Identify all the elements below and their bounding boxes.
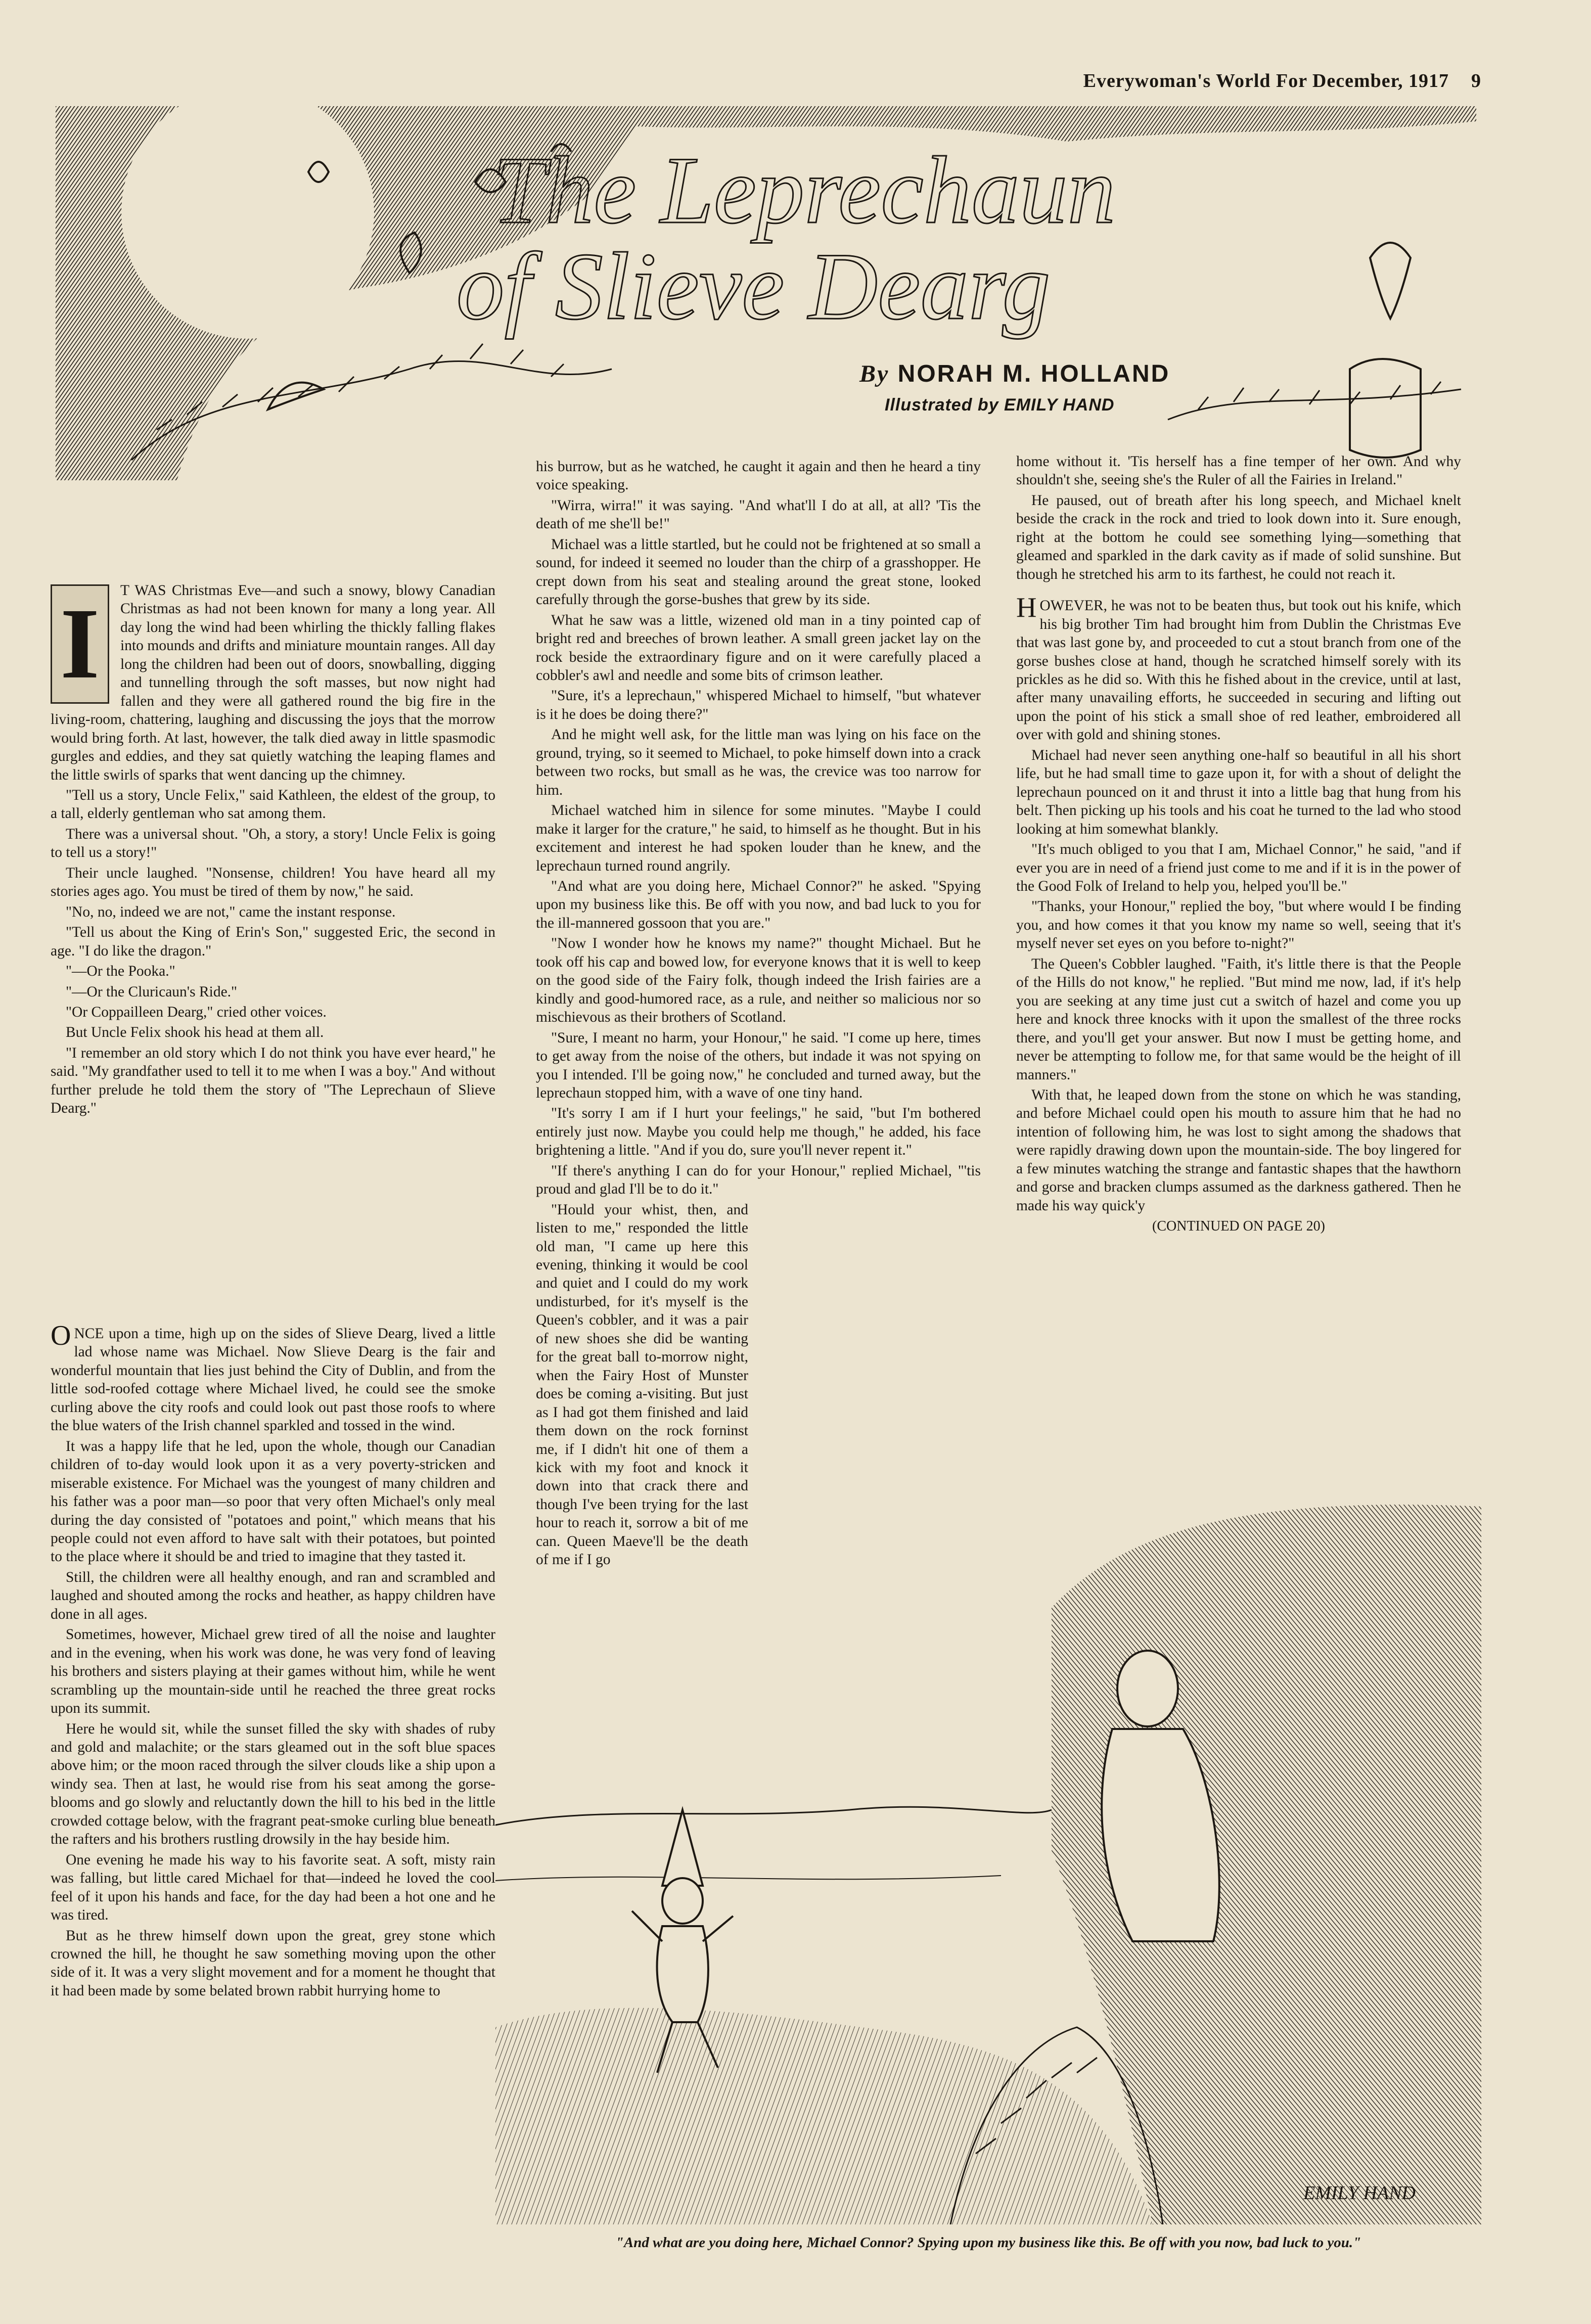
paragraph: Still, the children were all healthy enough, and ran and scrambled and laughed and shouted among the rocks and heather, as happy children have done in all ages. — [51, 1569, 495, 1622]
initial-capital: H — [1016, 592, 1037, 624]
paragraph: "Thanks, your Honour," replied the boy, "but where would I be finding you, and how comes it that you know my name so well, seeing that it's myself never set eyes on you before to-night?" — [1016, 898, 1461, 952]
paragraph: Michael had never seen anything one-half so beautiful in all his short life, but he had small time to gaze upon it, for with a shout of delight the leprechaun pounced on it and thrust it into a little bag that hung from his belt. Then picking up his tools and his coat he turned to the lad who stood looking at him somewhat blankly. — [1016, 747, 1461, 837]
paragraph: "Now I wonder how he knows my name?" thought Michael. But he took off his cap and bowed low, for everyone knows that it is well to keep on the good side of the Fairy folk, though indeed the Irish fairies are a kindly and good-humored race, as a rule, and neither so malicious nor so mischievous as their brothers of Scotland. — [536, 935, 981, 1026]
sea-line — [495, 1876, 1001, 1881]
byline-by: By — [859, 360, 890, 387]
drop-cap-letter: I — [60, 588, 100, 700]
paragraph: home without it. 'Tis herself has a fine temper of her own. And why shouldn't she, seeing she's the Ruler of all the Fairies in Ireland." — [1016, 453, 1461, 488]
running-head-text: Everywoman's World For December, 1917 — [1083, 70, 1449, 92]
title-banner-illustration — [56, 106, 1476, 480]
paragraph: But as he threw himself down upon the great, grey stone which crowned the hill, he thought he saw something moving upon the other side of it. It was a very slight movement and for a moment he thought that it had been made by some belated brown rabbit hurrying home to — [51, 1927, 495, 1999]
paragraph: "Tell us about the King of Erin's Son," suggested Eric, the second in age. "I do like the dragon." — [51, 924, 495, 959]
paragraph: "—Or the Pooka." — [66, 963, 175, 980]
paragraph: "Hould your whist, then, and listen to me," responded the little old man, "I came up here this evening, thinking it would be cool and quiet and I could do my work undisturbed, for it's myself is the Queen's cobbler, and it was a pair of new shoes she did be wanting for the great ball to-morrow night, when the Fairy Host of Munster does be coming a-visiting. But just as I had got them finished and laid them down on the rock forninst me, if I didn't hit one of them a kick with my foot and knock it down into that crack there and though I've been trying for the last hour to reach it, sorrow a bit of me can. Queen Maeve'll be the death of me if I go — [536, 1201, 748, 1568]
running-head — [1016, 70, 1481, 92]
foreground-ground — [495, 2008, 1153, 2224]
paragraph: Michael was a little startled, but he could not be frightened at so small a sound, for indeed it seemed no louder than the chirp of a grasshopper. He crept down from his seat and stealing around the great stone, looked carefully through the gorse-bushes that grew by its side. — [536, 536, 981, 608]
paragraph: It was a happy life that he led, upon the whole, though our Canadian children of to-day would look upon it as a very poverty-stricken and miserable existence. For Michael was the youngest of many children and his father was a poor man—so poor that very often Michael's only meal during the day consisted of "potatoes and point," which means that his people could not even afford to have salt with their potatoes, but pointed to the place where it should be and tried to imagine that they tasted it. — [51, 1438, 495, 1565]
continued-notice: (CONTINUED ON PAGE 20) — [1152, 1218, 1325, 1235]
paragraph: "Or Coppailleen Dearg," cried other voices. — [66, 1004, 327, 1020]
paragraph: One evening he made his way to his favorite seat. A soft, misty rain was falling, but little cared Michael for that—indeed he loved the cool feel of it upon his hands and face, for the day had been a hot one and he was tired. — [51, 1851, 495, 1924]
author-name: NORAH M. HOLLAND — [897, 360, 1170, 387]
paragraph: What he saw was a little, wizened old man in a tiny pointed cap of bright red and breeches of brown leather. A small green jacket lay on the rock beside the extraordinary figure and on it were carefully placed a cobbler's awl and needle and some bits of crimson leather. — [536, 612, 981, 683]
paragraph — [1016, 592, 1461, 744]
paragraph: "If there's anything I can do for your Honour," replied Michael, "'tis proud and glad I'll be to do it." — [536, 1162, 981, 1198]
title-line-2: of Slieve Dearg — [456, 234, 1051, 340]
paragraph: "No, no, indeed we are not," came the instant response. — [66, 903, 396, 920]
page-number: 9 — [1471, 70, 1481, 92]
paragraph: And he might well ask, for the little man was lying on his face on the ground, trying, so it seemed to Michael, to poke himself down into a crack between two rocks, but small as he was, the crevice was too narrow for him. — [536, 726, 981, 798]
column-1-story — [51, 1320, 495, 2002]
column-1-intro — [51, 581, 495, 1120]
artist-signature: EMILY HAND — [1303, 2182, 1416, 2204]
paragraph: There was a universal shout. "Oh, a story, a story! Uncle Felix is going to tell us a story!" — [51, 826, 495, 861]
column-2 — [536, 458, 981, 1571]
paragraph: "I remember an old story which I do not think you have ever heard," he said. "My grandfather used to tell it to me when I was a boy." And without further prelude he told them the story of "The Leprechaun of Slieve Dearg." — [51, 1044, 495, 1117]
paragraph — [51, 1320, 495, 1435]
paragraph: "It's much obliged to you that I am, Michael Connor," he said, "and if ever you are in need of a friend just come to me and if it is in the power of the Good Folk of Ireland to help you, helped you'll be." — [1016, 841, 1461, 894]
paragraph: Here he would sit, while the sunset filled the sky with shades of ruby and gold and malachite; or the stars gleamed out in the soft blue spaces above him; or the moon raced through the silver clouds like a ship upon a windy sea. Then at last, he would rise from his seat among the gorse-blooms and go slowly and reluctantly down the hill to his bed in the little crowded cottage below, with the fragrant peat-smoke curling blue beneath the rafters and his brothers rustling drowsily in the hay beside him. — [51, 1720, 495, 1848]
paragraph-text: OWEVER, he was not to be beaten thus, but took out his knife, which his big brother Tim had brought him from Dublin the Christmas Eve that was last gone by, and proceeded to cut a stout branch from one of the gorse bushes close at hand, though he scratched himself sorely with its prickles as he did so. With this he fished about in the crevice, until at last, after many unavailing efforts, he succeeded in securing and lifting out upon the point of his stick a small shoe of red leather, embroidered all over with gold and shining stones. — [1016, 598, 1461, 743]
paragraph: With that, he leaped down from the stone on which he was standing, and before Michael could open his mouth to assure him that he had no intention of following him, he was lost to sight among the shadows that were rapidly drawing down upon the mountain-side. The boy lingered for a few minutes watching the strange and fantastic shapes that the hawthorn and gorse and bracken clumps assumed as the darkness gathered. Then he made his way quick'y — [1016, 1086, 1461, 1214]
paragraph: his burrow, but as he watched, he caught it again and then he heard a tiny voice speaking. — [536, 459, 981, 493]
paragraph: "It's sorry I am if I hurt your feelings," he said, "but I'm bothered entirely just now. Maybe you could help me though," he added, his face brightening a little. "And if you do, sure you'll never repent it." — [536, 1105, 981, 1159]
paragraph-text: NCE upon a time, high up on the sides of Slieve Dearg, lived a little lad whose name was Michael. Now Slieve Dearg is the fair and wonderful mountain that lies just behind the City of Dublin, and from the little sod-roofed cottage where Michael lived, he could see the smoke curling above the city roofs and could look out past those roofs to where the blue waters of the Irish channel sparkled and tossed in the wind. — [51, 1326, 495, 1434]
paragraph: He paused, out of breath after his long speech, and Michael knelt beside the crack in the rock and tried to look down into it. Sure enough, right at the bottom he could see something lying—something that gleamed and sparkled in the dark cavity as if made of solid sunshine. But though he stretched his arm to its farthest, he could not reach it. — [1016, 492, 1461, 582]
paragraph: "Tell us a story, Uncle Felix," said Kathleen, the eldest of the group, to a tall, elderly gentleman who sat among them. — [51, 787, 495, 822]
illustration-caption: "And what are you doing here, Michael Connor? Spying upon my business like this. Be off with you now, bad luck to you." — [615, 2235, 1361, 2251]
title-line-1: The Leprechaun — [492, 138, 1116, 244]
drop-cap-box — [51, 584, 109, 704]
paragraph: "Wirra, wirra!" it was saying. "And what'll I do at all, at all? 'Tis the death of me she'll be!" — [536, 497, 981, 532]
paragraph: Their uncle laughed. "Nonsense, children! You have heard all my stories ages ago. You must be tired of them by now," he said. — [51, 864, 495, 900]
paragraph: Sometimes, however, Michael grew tired of all the noise and laughter and in the evening, when his work was done, he was very fond of leaving his brothers and sisters playing at their games without him, while he went scrambling up the mountain-side until he reached the three great rocks upon its summit. — [51, 1626, 495, 1717]
paragraph: "Sure, it's a leprechaun," whispered Michael to himself, "but whatever is it he does be doing there?" — [536, 688, 981, 722]
paragraph: The Queen's Cobbler laughed. "Faith, it's little there is that the People of the Hills do not know," he replied. "But mind me now, lad, if it's help you are seeking at any time just cut a switch of hazel and come you up here and knock three knocks with it upon the smallest of the three rocks there, and you'll get your answer. But now I must be getting home, and never be attempting to follow me, for that same would be the height of ill manners." — [1016, 955, 1461, 1083]
paragraph: But Uncle Felix shook his head at them all. — [66, 1024, 324, 1041]
column-3 — [1016, 452, 1461, 1236]
paragraph: T WAS Christmas Eve—and such a snowy, blowy Canadian Christmas as had not been known for many a long year. All day long the wind had been whirling the thickly falling flakes into mounds and drifts and miniature mountain ranges. All day long the children had been out of doors, snowballing, digging and tunnelling through the soft masses, but now night had fallen and they were all gathered round the big fire in the living-room, chattering, laughing and discussing the joys that the morrow would bring forth. At last, however, the talk died away in little spasmodic gurgles and eddies, and they sat quietly watching the leaping flames and the little swirls of sparks that went dancing up the chimney. — [51, 582, 495, 783]
horizon-line — [495, 1807, 1052, 1825]
paragraph: Michael watched him in silence for some minutes. "Maybe I could make it larger for the crature," he said, to himself as he thought. But in his excitement and interest he had spoken louder than he knew, and the leprechaun turned round angrily. — [536, 802, 981, 874]
initial-capital: O — [51, 1320, 71, 1351]
illustrator-credit: Illustrated by EMILY HAND — [885, 395, 1115, 415]
byline — [859, 360, 1170, 388]
leafy-branches — [131, 344, 1461, 460]
leprechaun-scene-illustration — [495, 1496, 1481, 2224]
paragraph: "Sure, I meant no harm, your Honour," he said. "I come up here, times to get away from the noise of the others, but indade it was not spying on you I intended. I'll be going now," he concluded and turned away, but the leprechaun stopped him, with a wave of one tiny hand. — [536, 1029, 981, 1101]
paragraph: "And what are you doing here, Michael Connor?" he asked. "Spying upon my business like this. Be off with you now, and bad luck to you for the ill-mannered gossoon that you are." — [536, 878, 981, 931]
paragraph: "—Or the Cluricaun's Ride." — [66, 983, 238, 1000]
